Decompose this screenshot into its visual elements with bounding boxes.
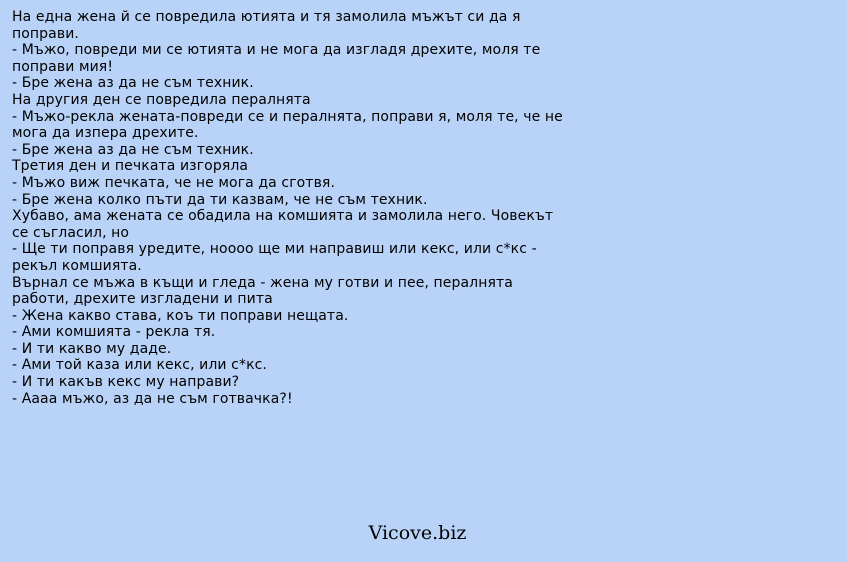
joke-line: - Аааа мъжо, аз да не съм готвачка?! xyxy=(12,390,293,407)
joke-line: - Ами комшията - рекла тя. xyxy=(12,324,216,341)
joke-line: - Бре жена аз да не съм техник. xyxy=(12,75,254,92)
joke-text xyxy=(12,9,572,407)
site-watermark: Vicove.biz xyxy=(368,522,467,544)
joke-line: - Бре жена колко пъти да ти казвам, че не съм техник. xyxy=(12,191,428,208)
joke-line: - Ще ти поправя уредите, нoooo ще ми направиш или кекс, или с*кс - рекъл комшията. xyxy=(12,241,537,274)
joke-line: - Мъжо виж печката, че не мога да сготвя. xyxy=(12,174,335,191)
joke-line: - Жена какво става, коъ ти поправи нещата. xyxy=(12,307,349,324)
joke-line: Върнал се мъжа в къщи и гледа - жена му готви и пее, пералнята работи, дрехите изгладени и пита xyxy=(12,274,513,308)
joke-line: - Бре жена аз да не съм техник. xyxy=(12,141,254,158)
joke-line: На една жена й се повредила ютията и тя замолила мъжът си да я поправи. xyxy=(12,9,521,42)
joke-line: - Мъжо-рекла жената-повреди се и пералнята, поправи я, моля те, че не мога да изпера дрехите. xyxy=(12,108,563,142)
joke-line: Хубаво, ама жената се обадила на комшията и замолила него. Човекът се съгласил, но xyxy=(12,208,554,241)
joke-line: - Ами той каза или кекс, или с*кс. xyxy=(12,357,267,374)
joke-line: - Мъжо, повреди ми се ютията и не мога да изгладя дрехите, моля те поправи мия! xyxy=(12,42,541,75)
joke-line: Третия ден и печката изгоряла xyxy=(12,158,249,175)
joke-line: На другия ден се повредила пералнята xyxy=(12,91,311,108)
joke-line: - И ти какъв кекс му направи? xyxy=(12,374,240,391)
joke-line: - И ти какво му даде. xyxy=(12,340,172,357)
